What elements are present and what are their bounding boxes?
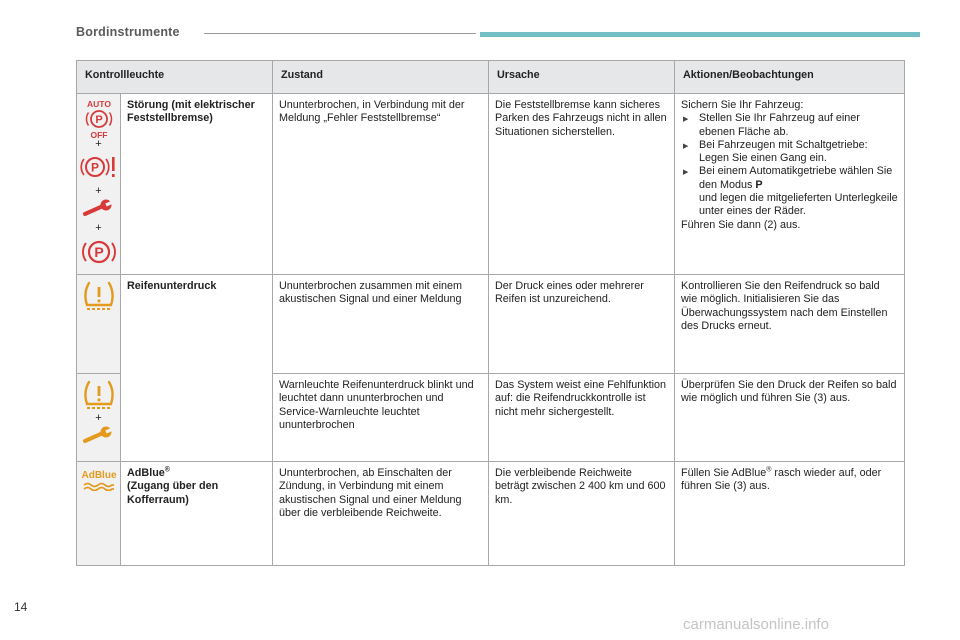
header-rule [204, 32, 920, 35]
parking-brake-icon [80, 236, 118, 268]
tyre-pressure-icon [81, 379, 117, 413]
plus-sign: + [95, 412, 102, 424]
icon-cell [77, 462, 121, 566]
service-wrench-icon [82, 426, 116, 446]
header-actions: Aktionen/Beobachtungen [675, 61, 905, 94]
cause-cell: Der Druck eines oder mehrerer Reifen ist unzureichend. [489, 275, 675, 374]
section-title: Bordinstrumente [76, 25, 180, 39]
action-text: rasch wieder auf, oder führen Sie (3) aus. [681, 467, 882, 493]
table-row [77, 462, 905, 566]
action-text: und legen die mitgelieferten Unterlegkeile unter eines der Räder. [699, 192, 898, 218]
table-header-row [77, 61, 905, 94]
state-cell: Ununterbrochen, in Verbindung mit der Meldung „Fehler Feststellbremse“ [273, 94, 489, 275]
warning-name: AdBlue [127, 467, 165, 479]
plus-sign: + [95, 185, 102, 197]
svg-text:AdBlue: AdBlue [81, 470, 116, 481]
cause-cell: Die verbleibende Reichweite beträgt zwischen 2 400 km und 600 km. [489, 462, 675, 566]
adblue-icon [79, 467, 119, 491]
service-wrench-icon [82, 199, 116, 219]
warning-name-cell [121, 94, 273, 275]
parking-brake-fault-icon [80, 152, 118, 182]
warning-subtitle: (Zugang über den Kofferraum) [127, 480, 219, 506]
plus-sign: + [95, 138, 102, 150]
table-row [77, 94, 905, 275]
action-cell [675, 94, 905, 275]
icon-cell [77, 275, 121, 374]
svg-text:AUTO: AUTO [86, 99, 111, 109]
action-item: ▶ Bei Fahrzeugen mit Schaltgetriebe: Legen Sie einen Gang ein. [681, 139, 898, 166]
warning-lights-table [76, 60, 905, 566]
state-cell: Warnleuchte Reifenunterdruck blinkt und leuchtet dann ununterbrochen und Service-Warnleuchte leuchtet ununterbrochen [273, 374, 489, 462]
action-outro: Führen Sie dann (2) aus. [681, 218, 801, 231]
cause-cell: Das System weist eine Fehlfunktion auf: die Reifendruckkontrolle ist nicht mehr sichergestellt. [489, 374, 675, 462]
action-cell: Überprüfen Sie den Druck der Reifen so bald wie möglich und führen Sie (3) aus. [675, 374, 905, 462]
auto-p-off-icon [81, 99, 117, 139]
svg-text:OFF: OFF [90, 130, 107, 139]
header-accent-bar [480, 32, 920, 37]
action-intro: Sichern Sie Ihr Fahrzeug: [681, 99, 804, 111]
action-item: ▶ Stellen Sie Ihr Fahrzeug auf einer ebenen Fläche ab. [681, 112, 898, 139]
icon-cell [77, 374, 121, 462]
warning-name: Reifenunterdruck [127, 280, 217, 292]
svg-text:P: P [90, 160, 99, 175]
warning-name-cell [121, 275, 273, 462]
cause-cell: Die Feststellbremse kann sicheres Parken des Fahrzeugs nicht in allen Situationen sicherstellen. [489, 94, 675, 275]
warning-name-cell [121, 462, 273, 566]
action-text: Bei einem Automatikgetriebe wählen Sie den Modus [699, 165, 893, 191]
action-cell: Kontrollieren Sie den Reifendruck so bald wie möglich. Initialisieren Sie das Überwachungssystem nach dem Einstellen des Drucks erneut. [675, 275, 905, 374]
watermark: carmanualsonline.info [683, 616, 829, 633]
state-cell: Ununterbrochen, ab Einschalten der Zündung, in Verbindung mit einem akustischen Signal und einer Meldung über die verbleibende Reichweite. [273, 462, 489, 566]
header-state: Zustand [273, 61, 489, 94]
registered-mark: ® [766, 466, 772, 474]
plus-sign: + [95, 222, 102, 234]
table-row [77, 275, 905, 374]
svg-text:P: P [93, 244, 104, 260]
header-cause: Ursache [489, 61, 675, 94]
action-cell [675, 462, 905, 566]
gear-mode-p: P [755, 178, 763, 191]
tyre-pressure-icon [81, 280, 117, 314]
action-list [681, 112, 898, 218]
header-rule-line [204, 33, 476, 34]
svg-text:P: P [94, 114, 103, 126]
icon-cell [77, 94, 121, 275]
warning-name: Störung (mit elektrischer Feststellbremse) [127, 99, 255, 125]
action-text: Füllen Sie AdBlue [681, 467, 767, 479]
action-item [681, 165, 898, 218]
header-warning-light: Kontrollleuchte [77, 61, 273, 94]
state-cell: Ununterbrochen zusammen mit einem akustischen Signal und einer Meldung [273, 275, 489, 374]
registered-mark: ® [164, 466, 170, 474]
page-number: 14 [14, 600, 28, 614]
